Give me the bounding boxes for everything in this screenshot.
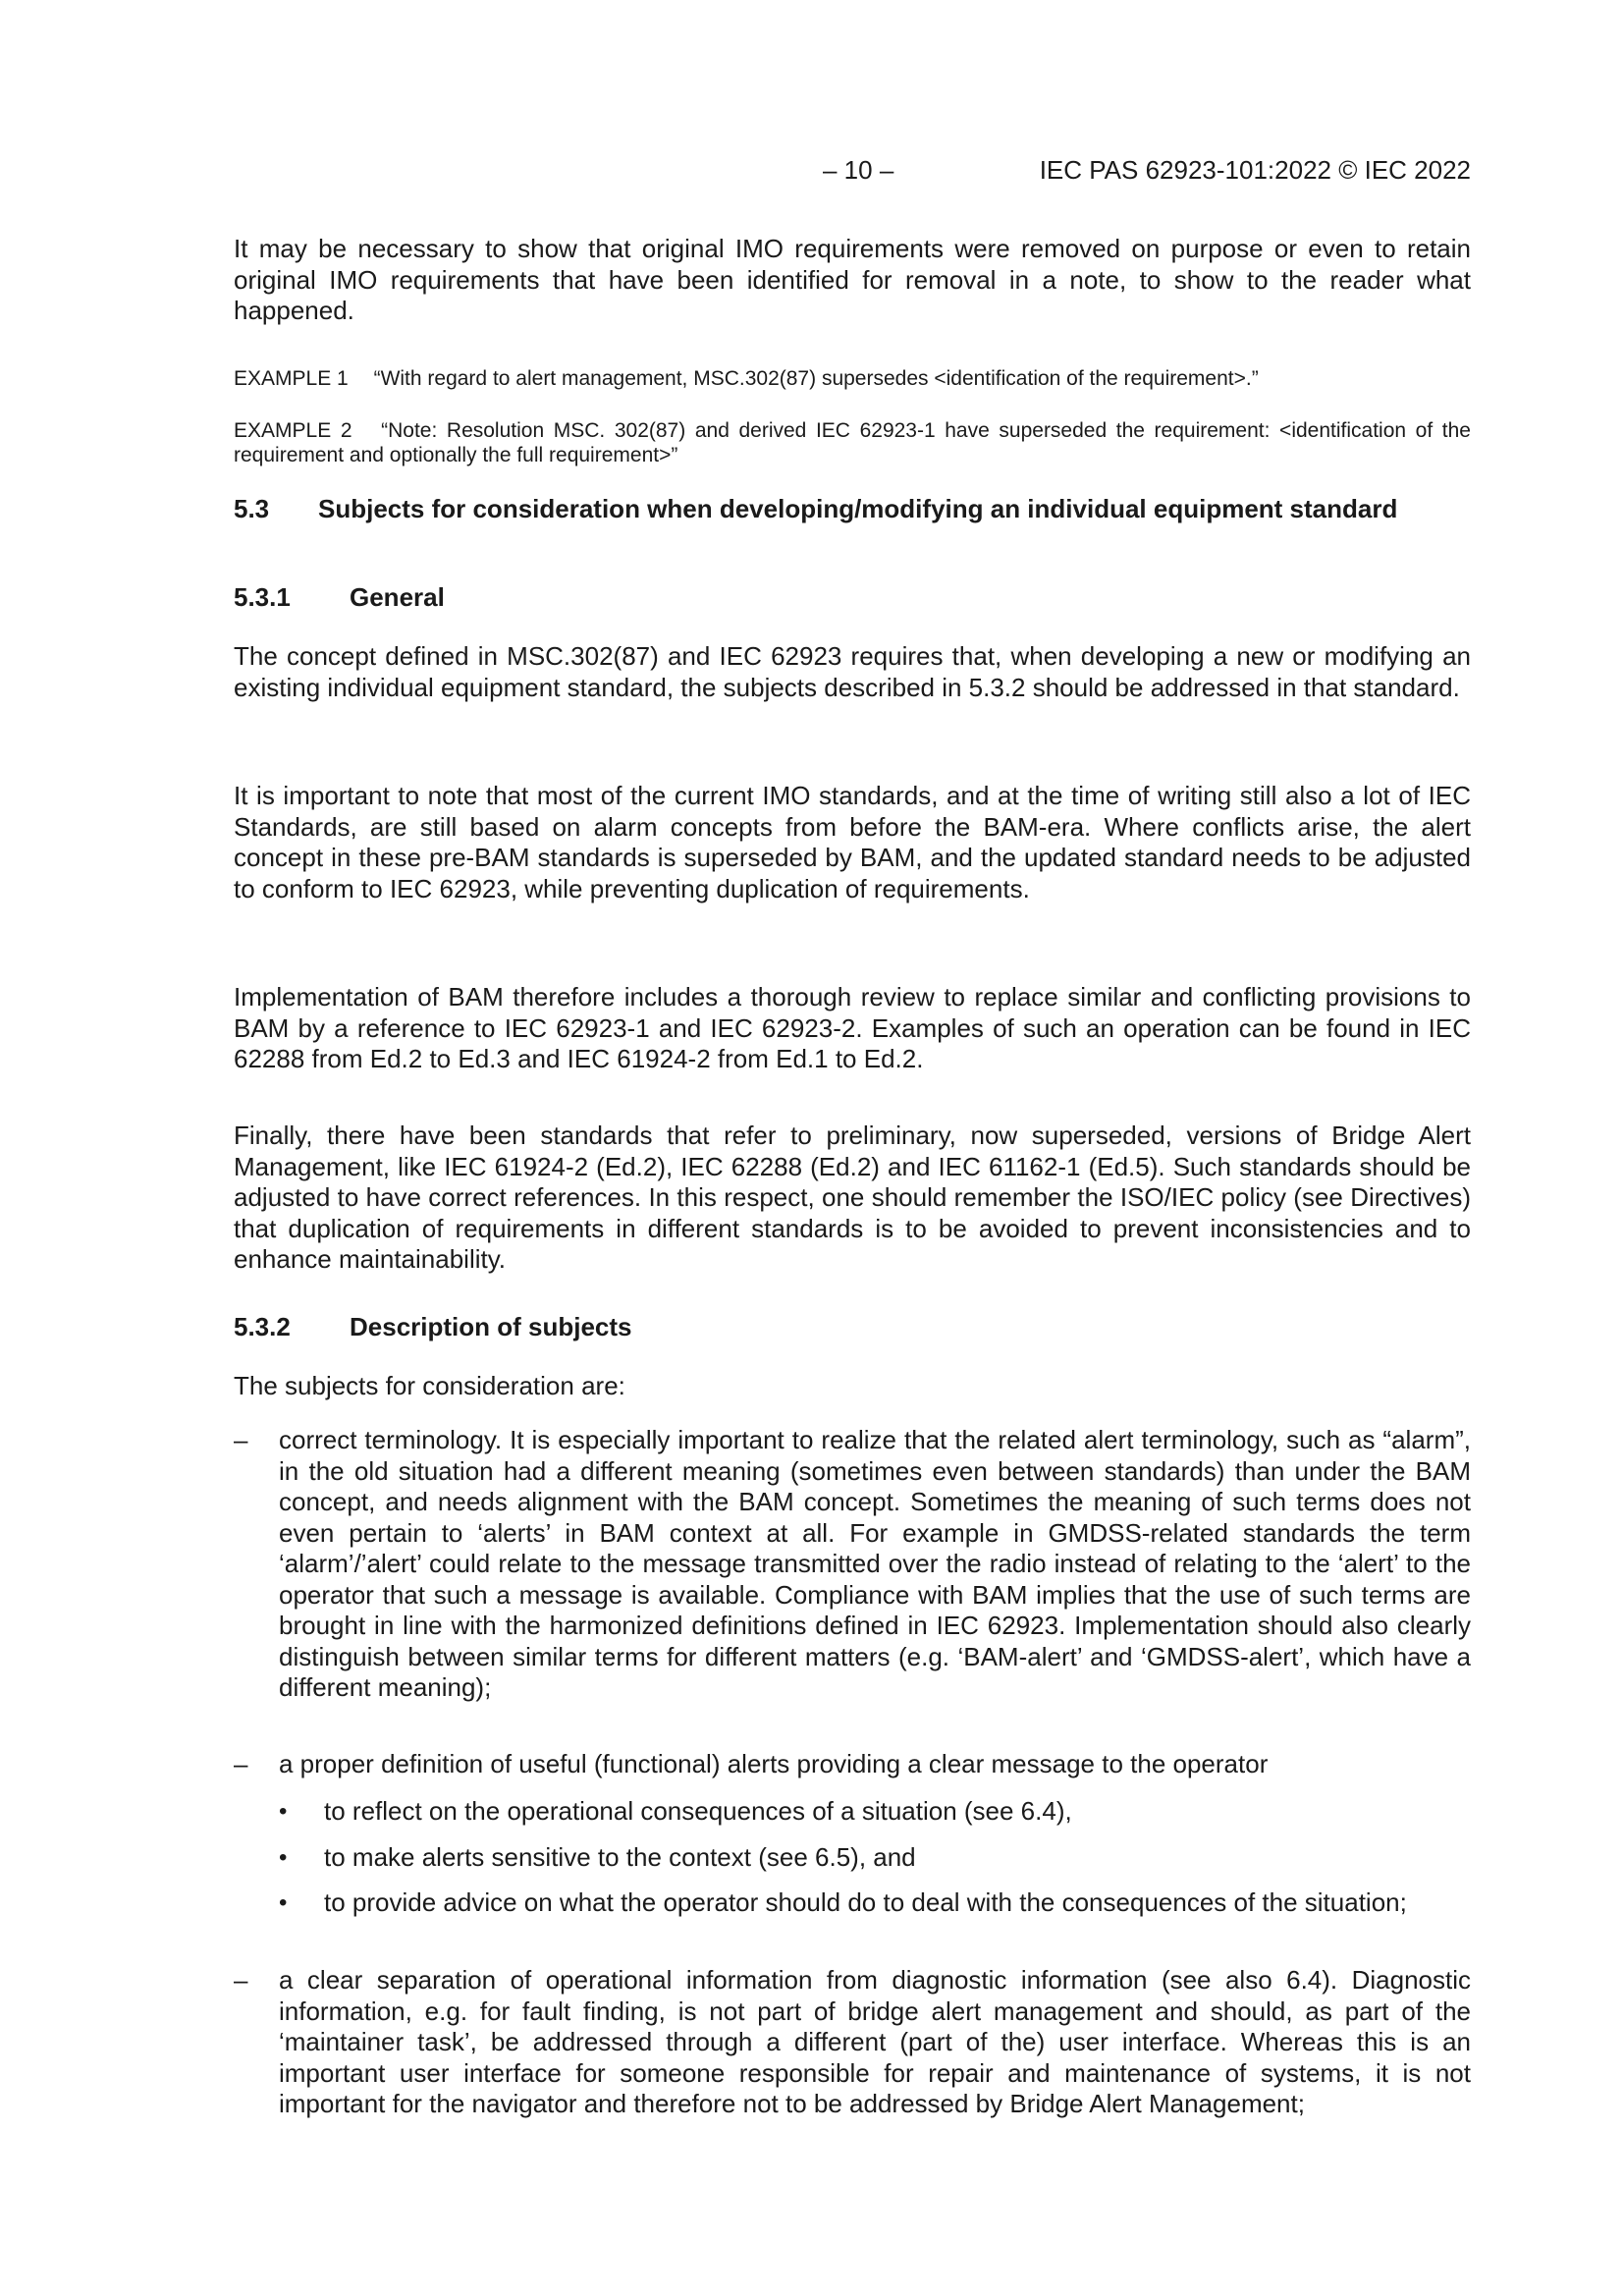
dash-marker: – [234,1749,248,1778]
section-5-3-heading [234,494,1441,525]
dash-marker: – [234,1425,248,1454]
section-5-3-1-title: General [350,582,445,612]
example-1 [234,366,1471,391]
bullet-marker: • [279,1889,288,1916]
page-number: – 10 – [823,155,894,185]
sub-list-item [279,1796,1471,1828]
list-item-text: correct terminology. It is especially important to realize that the related alert terminology, such as “alarm”, in the old situation had a different meaning (sometimes even between standards) than under the BAM concept, and needs alignment with the BAM concept. Sometimes the meaning of such terms does not even pertain to ‘alerts’ in BAM context at all. For example in GMDSS-related standards the term ‘alarm’/’alert’ could relate to the message transmitted over the radio instead of relating to the ‘alert’ to the operator that such a message is available. Compliance with BAM implies that the use of such terms are brought in line with the harmonized definitions defined in IEC 62923. Implementation should also clearly distinguish between similar terms for different matters (e.g. ‘BAM-alert’ and ‘GMDSS-alert’, which have a different meaning); [279,1425,1471,1702]
intro-paragraph: It may be necessary to show that original IMO requirements were removed on purpose or even to retain original IMO requirements that have been identified for removal in a note, to show to the reader what happened. [234,234,1471,325]
general-paragraph-1: The concept defined in MSC.302(87) and IEC 62923 requires that, when developing a new or modifying an existing individual equipment standard, the subjects described in 5.3.2 should be addressed in that standard. [234,641,1471,702]
example-2 [234,418,1471,467]
section-5-3-2-title: Description of subjects [350,1312,632,1341]
section-5-3-2-number: 5.3.2 [234,1312,291,1341]
list-item-text: a clear separation of operational information from diagnostic information (see also 6.4). Diagnostic information, e.g. for fault finding, is not part of bridge alert management and should, as part of the ‘maintainer task’, be addressed through a different (part of the) user interface. Whereas this is an important user interface for someone responsible for repair and maintenance of systems, it is not important for the navigator and therefore not to be addressed by Bridge Alert Management; [279,1965,1471,2118]
sub-list-item-text: to make alerts sensitive to the context (see 6.5), and [324,1842,916,1872]
sub-list-item [279,1887,1471,1919]
section-5-3-title: Subjects for consideration when developing/modifying an individual equipment standard [318,494,1398,523]
section-5-3-2-heading [234,1312,1471,1343]
document-reference: IEC PAS 62923-101:2022 © IEC 2022 [1039,155,1471,185]
list-item [234,1425,1471,1704]
example-2-text: “Note: Resolution MSC. 302(87) and derived IEC 62923-1 have superseded the requirement: <identification of the requirement and optionally the full requirement>” [234,419,1471,466]
example-1-text: “With regard to alert management, MSC.302(87) supersedes <identification of the requirement>.” [373,367,1259,390]
sub-list-item [279,1842,1471,1874]
list-item-text: a proper definition of useful (functional) alerts providing a clear message to the operator [279,1749,1269,1778]
sub-list-item-text: to provide advice on what the operator should do to deal with the consequences of the situation; [324,1887,1407,1917]
general-paragraph-4: Finally, there have been standards that refer to preliminary, now superseded, versions of Bridge Alert Management, like IEC 61924-2 (Ed.2), IEC 62288 (Ed.2) and IEC 61162-1 (Ed.5). Such standards should be adjusted to have correct references. In this respect, one should remember the ISO/IEC policy (see Directives) that duplication of requirements in different standards is to be avoided to prevent inconsistencies and to enhance maintainability. [234,1121,1471,1274]
example-1-label: EXAMPLE 1 [234,367,349,390]
intro-paragraph-block [234,234,1471,327]
example-2-label: EXAMPLE 2 [234,419,352,442]
general-paragraph-3: Implementation of BAM therefore includes a thorough review to replace similar and conflicting provisions to BAM by a reference to IEC 62923-1 and IEC 62923-2. Examples of such an operation can be found in IEC 62288 from Ed.2 to Ed.3 and IEC 61924-2 from Ed.1 to Ed.2. [234,982,1471,1073]
list-item [234,1749,1471,1780]
section-5-3-1-heading [234,582,1471,614]
section-5-3-number: 5.3 [234,494,270,523]
section-5-3-1-number: 5.3.1 [234,582,291,612]
general-paragraph-2: It is important to note that most of the current IMO standards, and at the time of writing still also a lot of IEC Standards, are still based on alarm concepts from before the BAM-era. Where conflicts arise, the alert concept in these pre-BAM standards is superseded by BAM, and the updated standard needs to be adjusted to conform to IEC 62923, while preventing duplication of requirements. [234,781,1471,903]
bullet-marker: • [279,1798,288,1825]
list-item [234,1965,1471,2120]
dash-marker: – [234,1965,248,1995]
subjects-intro: The subjects for consideration are: [234,1371,625,1400]
bullet-marker: • [279,1844,288,1871]
sub-list-item-text: to reflect on the operational consequences of a situation (see 6.4), [324,1796,1072,1826]
